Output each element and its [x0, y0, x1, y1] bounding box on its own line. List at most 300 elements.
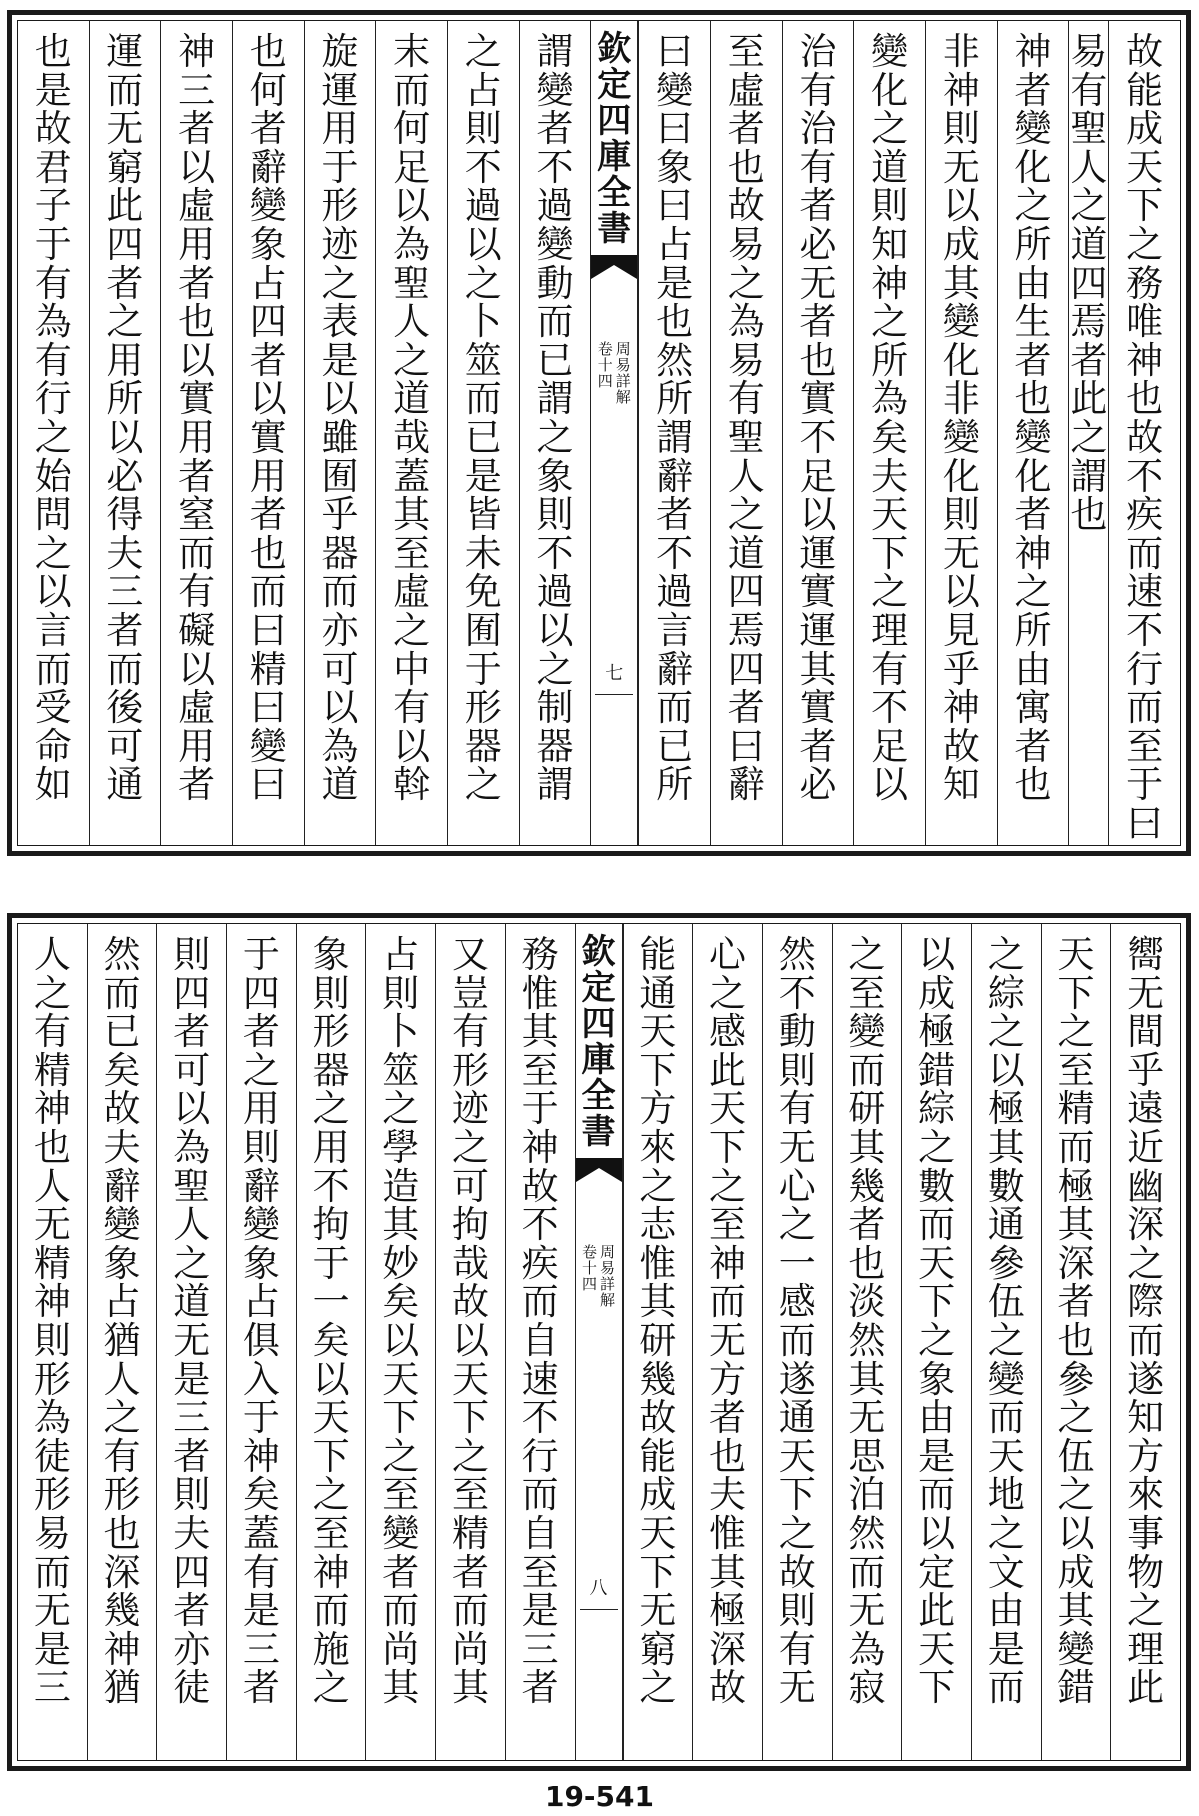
text-char: 是 [464, 454, 502, 498]
text-char: 之 [312, 1473, 350, 1517]
text-char: 則 [312, 971, 350, 1015]
text-char: 變 [382, 1511, 420, 1555]
text-char: 之 [709, 971, 747, 1015]
text-char: 謂 [1070, 454, 1108, 498]
spine-rule [580, 1609, 618, 1610]
text-char: 所 [871, 338, 909, 382]
text-char: 礙 [178, 608, 216, 652]
text-char: 故 [727, 184, 765, 228]
text-char: 无 [848, 1396, 886, 1440]
text-char: 而 [778, 1318, 816, 1362]
text-char: 變 [942, 300, 980, 344]
text-char: 形 [451, 1048, 489, 1092]
spine-title-char: 全 [597, 173, 632, 213]
text-char: 者 [173, 1589, 211, 1633]
text-char: 唯 [1126, 300, 1164, 344]
text-char: 曰 [656, 184, 694, 228]
text-char: 之 [1057, 1473, 1095, 1517]
text-char: 以 [536, 608, 574, 652]
text-char: 之 [778, 1203, 816, 1247]
text-char: 聖 [727, 415, 765, 459]
text-char: 徒 [33, 1434, 71, 1478]
text-char: 乎 [321, 493, 359, 537]
text-char: 淡 [848, 1280, 886, 1324]
text-char: 則 [173, 1473, 211, 1517]
spine-sub-char: 周 [600, 1243, 616, 1261]
text-char: 則 [536, 493, 574, 537]
text-char: 虛 [178, 184, 216, 228]
text-char: 至 [393, 531, 431, 575]
text-char: 必 [106, 454, 144, 498]
fish-tail-mark-icon [576, 1158, 622, 1192]
text-char: 下 [639, 1048, 677, 1092]
text-char: 易 [727, 338, 765, 382]
text-column [447, 21, 519, 845]
text-char: 者 [727, 686, 765, 730]
spine-rule [595, 694, 633, 695]
text-char: 曰 [1126, 801, 1164, 845]
spine-sub-char: 解 [615, 388, 631, 406]
text-char: 之 [173, 1241, 211, 1285]
spine-title [597, 21, 631, 247]
text-char: 幾 [639, 1357, 677, 1401]
spine-title-char: 欽 [581, 932, 616, 972]
text-char: 筮 [382, 1048, 420, 1092]
text-char: 以 [393, 724, 431, 768]
text-char: 者 [249, 338, 287, 382]
text-char: 治 [799, 107, 837, 151]
spine-book-title [600, 1244, 615, 1308]
text-char: 而 [848, 1550, 886, 1594]
text-char: 學 [382, 1125, 420, 1169]
text-char: 以 [918, 1511, 956, 1555]
text-char: 天 [871, 493, 909, 537]
text-char: 道 [1070, 222, 1108, 266]
text-char: 夫 [103, 1125, 141, 1169]
text-char: 運 [321, 68, 359, 112]
text-char: 皆 [464, 493, 502, 537]
text-char: 末 [393, 30, 431, 73]
text-column [18, 21, 89, 845]
spine-book-title [616, 341, 631, 405]
text-char: 用 [321, 107, 359, 151]
text-char: 四 [106, 222, 144, 266]
text-char: 囿 [464, 608, 502, 652]
text-char: 疾 [521, 1241, 559, 1285]
text-char: 表 [321, 300, 359, 344]
text-char: 无 [33, 1589, 71, 1633]
text-char: 精 [33, 1241, 71, 1285]
text-char: 卜 [382, 1010, 420, 1054]
text-char: 夫 [871, 454, 909, 498]
spine-sub-char: 四 [597, 372, 613, 390]
text-char: 亦 [321, 608, 359, 652]
text-column [901, 924, 971, 1760]
spine-title-char: 定 [597, 65, 632, 105]
text-char: 而 [312, 1589, 350, 1633]
text-char: 者 [178, 261, 216, 305]
text-char: 者 [106, 261, 144, 305]
text-char: 之 [464, 261, 502, 305]
text-char: 至 [727, 30, 765, 73]
text-char: 下 [639, 1550, 677, 1594]
text-char: 為 [33, 1396, 71, 1440]
text-char: 用 [178, 724, 216, 768]
text-char: 物 [1127, 1550, 1165, 1594]
text-char: 神 [942, 68, 980, 112]
text-char: 而 [709, 1280, 747, 1324]
text-char: 天 [918, 1241, 956, 1285]
text-char: 无 [106, 107, 144, 151]
text-char: 速 [521, 1357, 559, 1401]
text-char: 用 [249, 454, 287, 498]
text-char: 有 [34, 338, 72, 382]
text-char: 變 [987, 1357, 1025, 1401]
text-char: 也 [1014, 763, 1052, 807]
text-char: 四 [727, 647, 765, 691]
text-char: 下 [312, 1434, 350, 1478]
text-char: 之 [727, 493, 765, 537]
text-column [375, 21, 447, 845]
text-char: 至 [848, 971, 886, 1015]
text-char: 人 [727, 454, 765, 498]
text-char: 伍 [987, 1280, 1025, 1324]
text-char: 乎 [1127, 1048, 1165, 1092]
spine-page-number: 八 [589, 1578, 608, 1599]
text-char: 幾 [848, 1164, 886, 1208]
text-char: 拘 [312, 1203, 350, 1247]
text-char: 故 [1126, 30, 1164, 73]
text-char: 占 [249, 261, 287, 305]
text-char: 以 [106, 415, 144, 459]
text-char: 用 [178, 415, 216, 459]
text-char: 之 [393, 338, 431, 382]
text-char: 知 [1127, 1396, 1165, 1440]
text-char: 形 [464, 686, 502, 730]
text-char: 之 [1070, 415, 1108, 459]
spine-subtitle [593, 341, 635, 405]
text-char: 其 [1057, 1589, 1095, 1633]
text-char: 精 [33, 1048, 71, 1092]
text-char: 寂 [848, 1666, 886, 1710]
spine-title-char: 全 [581, 1076, 616, 1116]
text-char: 者 [173, 1434, 211, 1478]
text-char: 下 [451, 1396, 489, 1440]
text-char: 參 [1057, 1357, 1095, 1401]
text-char: 變 [536, 68, 574, 112]
text-char: 易 [727, 222, 765, 266]
text-char: 道 [321, 763, 359, 807]
text-char: 聖 [173, 1164, 211, 1208]
text-char: 之 [871, 107, 909, 151]
text-char: 謂 [656, 415, 694, 459]
text-char: 以 [393, 184, 431, 228]
text-char: 无 [778, 1125, 816, 1169]
text-char: 也 [727, 145, 765, 189]
text-char: 旋 [321, 30, 359, 73]
text-char: 嚮 [1127, 933, 1165, 976]
text-char: 也 [1126, 377, 1164, 421]
spine-title-char: 定 [581, 968, 616, 1008]
text-char: 蓋 [393, 454, 431, 498]
text-char: 幽 [1127, 1164, 1165, 1208]
text-column [853, 21, 925, 845]
text-char: 也 [848, 1241, 886, 1285]
text-char: 之 [1127, 1241, 1165, 1285]
text-char: 者 [178, 763, 216, 807]
text-char: 神 [942, 686, 980, 730]
text-char: 之 [33, 971, 71, 1015]
text-char: 志 [639, 1203, 677, 1247]
text-char: 化 [942, 454, 980, 498]
text-char: 務 [1126, 261, 1164, 305]
text-char: 之 [464, 763, 502, 807]
text-char: 則 [33, 1318, 71, 1362]
text-char: 囿 [321, 454, 359, 498]
bottom-page-columns [18, 924, 1180, 1760]
text-char: 人 [173, 1203, 211, 1247]
text-char: 運 [799, 608, 837, 652]
text-char: 不 [521, 1203, 559, 1247]
text-char: 于 [242, 933, 280, 976]
text-char: 形 [33, 1357, 71, 1401]
text-char: 故 [521, 1164, 559, 1208]
text-char: 四 [1070, 261, 1108, 305]
text-char: 變 [871, 30, 909, 73]
text-char: 神 [178, 30, 216, 73]
text-char: 化 [1014, 454, 1052, 498]
text-char: 由 [987, 1589, 1025, 1633]
text-char: 其 [942, 261, 980, 305]
text-char: 其 [799, 647, 837, 691]
text-char: 以 [1057, 1511, 1095, 1555]
text-char: 以 [918, 933, 956, 976]
text-char: 以 [178, 145, 216, 189]
text-char: 成 [639, 1473, 677, 1517]
text-char: 有 [778, 1087, 816, 1131]
text-char: 而 [656, 686, 694, 730]
text-char: 矣 [312, 1318, 350, 1362]
text-char: 以 [34, 570, 72, 614]
text-char: 受 [34, 686, 72, 730]
text-char: 也 [249, 531, 287, 575]
text-char: 而 [106, 68, 144, 112]
text-char: 此 [1070, 377, 1108, 421]
spine-title-char: 書 [581, 1112, 616, 1152]
text-char: 是 [521, 1589, 559, 1633]
text-char: 近 [1127, 1125, 1165, 1169]
text-char: 如 [34, 763, 72, 807]
text-char: 者 [1014, 493, 1052, 537]
text-char: 于 [1126, 763, 1164, 807]
text-char: 之 [871, 300, 909, 344]
text-char: 遂 [1127, 1357, 1165, 1401]
text-char: 而 [521, 1473, 559, 1517]
text-char: 者 [656, 493, 694, 537]
text-char: 為 [393, 222, 431, 266]
text-char: 四 [249, 300, 287, 344]
text-char: 思 [848, 1434, 886, 1478]
text-char: 三 [178, 68, 216, 112]
text-char: 下 [778, 1473, 816, 1517]
text-char: 而 [321, 570, 359, 614]
text-char: 象 [918, 1357, 956, 1401]
spine-sub-char: 卷 [597, 340, 613, 358]
text-char: 謂 [536, 377, 574, 421]
text-char: 而 [393, 68, 431, 112]
text-char: 神 [242, 1434, 280, 1478]
text-char: 之 [103, 1396, 141, 1440]
text-char: 妙 [382, 1241, 420, 1285]
text-char: 神 [312, 1550, 350, 1594]
text-char: 不 [1126, 454, 1164, 498]
text-char: 占 [103, 1280, 141, 1324]
text-char: 以 [942, 184, 980, 228]
text-char: 通 [639, 971, 677, 1015]
text-char: 故 [1126, 415, 1164, 459]
text-char: 无 [709, 1318, 747, 1362]
text-char: 務 [521, 933, 559, 976]
text-char: 不 [521, 1396, 559, 1440]
text-char: 能 [639, 933, 677, 976]
spine-title-char: 四 [581, 1004, 616, 1044]
text-char: 辭 [656, 647, 694, 691]
text-char: 不 [778, 971, 816, 1015]
text-column [971, 924, 1041, 1760]
text-char: 至 [1126, 724, 1164, 768]
text-char: 通 [106, 763, 144, 807]
text-char: 用 [106, 338, 144, 382]
text-column [160, 21, 232, 845]
text-column [365, 924, 435, 1760]
text-char: 神 [33, 1087, 71, 1131]
text-char: 動 [778, 1010, 816, 1054]
text-char: 其 [382, 1666, 420, 1710]
top-page [7, 10, 1191, 856]
text-char: 可 [451, 1164, 489, 1208]
text-char: 至 [1057, 1048, 1095, 1092]
text-char: 通 [987, 1203, 1025, 1247]
text-char: 故 [942, 724, 980, 768]
text-char: 之 [918, 1318, 956, 1362]
text-char: 而 [464, 377, 502, 421]
text-char: 者 [249, 493, 287, 537]
spine-sub-char: 卷 [581, 1243, 597, 1261]
text-char: 哉 [451, 1241, 489, 1285]
text-char: 器 [321, 531, 359, 575]
text-char: 之 [382, 1434, 420, 1478]
text-char: 見 [942, 608, 980, 652]
text-char: 深 [1127, 1203, 1165, 1247]
text-char: 矣 [103, 1048, 141, 1092]
text-char: 是 [987, 1627, 1025, 1671]
text-char: 何 [249, 68, 287, 112]
text-char: 深 [1057, 1241, 1095, 1285]
text-column [623, 924, 693, 1760]
text-char: 象 [536, 454, 574, 498]
text-char: 而 [987, 1396, 1025, 1440]
text-char: 天 [709, 1087, 747, 1131]
text-char: 有 [33, 1010, 71, 1054]
text-char: 行 [34, 377, 72, 421]
text-char: 是 [34, 68, 72, 112]
text-char: 精 [249, 647, 287, 691]
top-page-columns [18, 21, 1180, 845]
text-char: 有 [871, 647, 909, 691]
text-char: 所 [656, 763, 694, 807]
text-char: 有 [1070, 68, 1108, 112]
text-char: 用 [312, 1125, 350, 1169]
text-char: 矣 [382, 1280, 420, 1324]
spine-sub-char: 解 [600, 1291, 616, 1309]
text-char: 實 [799, 377, 837, 421]
text-char: 則 [942, 107, 980, 151]
text-char: 虛 [178, 686, 216, 730]
spine-title [582, 924, 616, 1150]
text-char: 之 [34, 531, 72, 575]
text-char: 天 [639, 1010, 677, 1054]
text-char: 之 [393, 608, 431, 652]
text-char: 際 [1127, 1280, 1165, 1324]
text-char: 言 [34, 608, 72, 652]
text-char: 之 [639, 1666, 677, 1710]
text-char: 文 [987, 1550, 1025, 1594]
text-char: 此 [709, 1048, 747, 1092]
text-column [226, 924, 296, 1760]
text-char: 也 [34, 30, 72, 73]
text-char: 事 [1127, 1511, 1165, 1555]
text-char: 于 [312, 1241, 350, 1285]
text-char: 猶 [103, 1318, 141, 1362]
text-char: 者 [848, 1203, 886, 1247]
text-char: 方 [1127, 1434, 1165, 1478]
text-char: 為 [848, 1627, 886, 1671]
text-char: 定 [918, 1550, 956, 1594]
text-char: 有 [778, 1627, 816, 1671]
text-column [638, 21, 710, 845]
text-char: 曰 [656, 107, 694, 151]
text-char: 有 [451, 1010, 489, 1054]
text-char: 形 [321, 184, 359, 228]
text-char: 而 [918, 1203, 956, 1247]
text-char: 之 [451, 1125, 489, 1169]
text-char: 者 [521, 1666, 559, 1710]
text-char: 則 [778, 1589, 816, 1633]
text-char: 易 [33, 1511, 71, 1555]
text-column [762, 924, 832, 1760]
text-char: 无 [173, 1318, 211, 1362]
text-char: 曰 [249, 686, 287, 730]
text-char: 則 [173, 933, 211, 976]
text-char: 者 [382, 1550, 420, 1594]
text-char: 足 [871, 724, 909, 768]
text-char: 其 [709, 1550, 747, 1594]
text-char: 以 [249, 377, 287, 421]
text-char: 虛 [727, 68, 765, 112]
text-char: 已 [464, 415, 502, 459]
spine-title-char: 四 [597, 101, 632, 141]
text-char: 心 [778, 1164, 816, 1208]
text-char: 何 [393, 107, 431, 151]
text-char: 而 [34, 647, 72, 691]
text-char: 而 [1057, 1125, 1095, 1169]
text-char: 變 [942, 415, 980, 459]
text-char: 必 [799, 222, 837, 266]
text-char: 不 [799, 415, 837, 459]
text-char: 然 [778, 933, 816, 976]
text-char: 豈 [451, 971, 489, 1015]
text-char: 其 [521, 1010, 559, 1054]
